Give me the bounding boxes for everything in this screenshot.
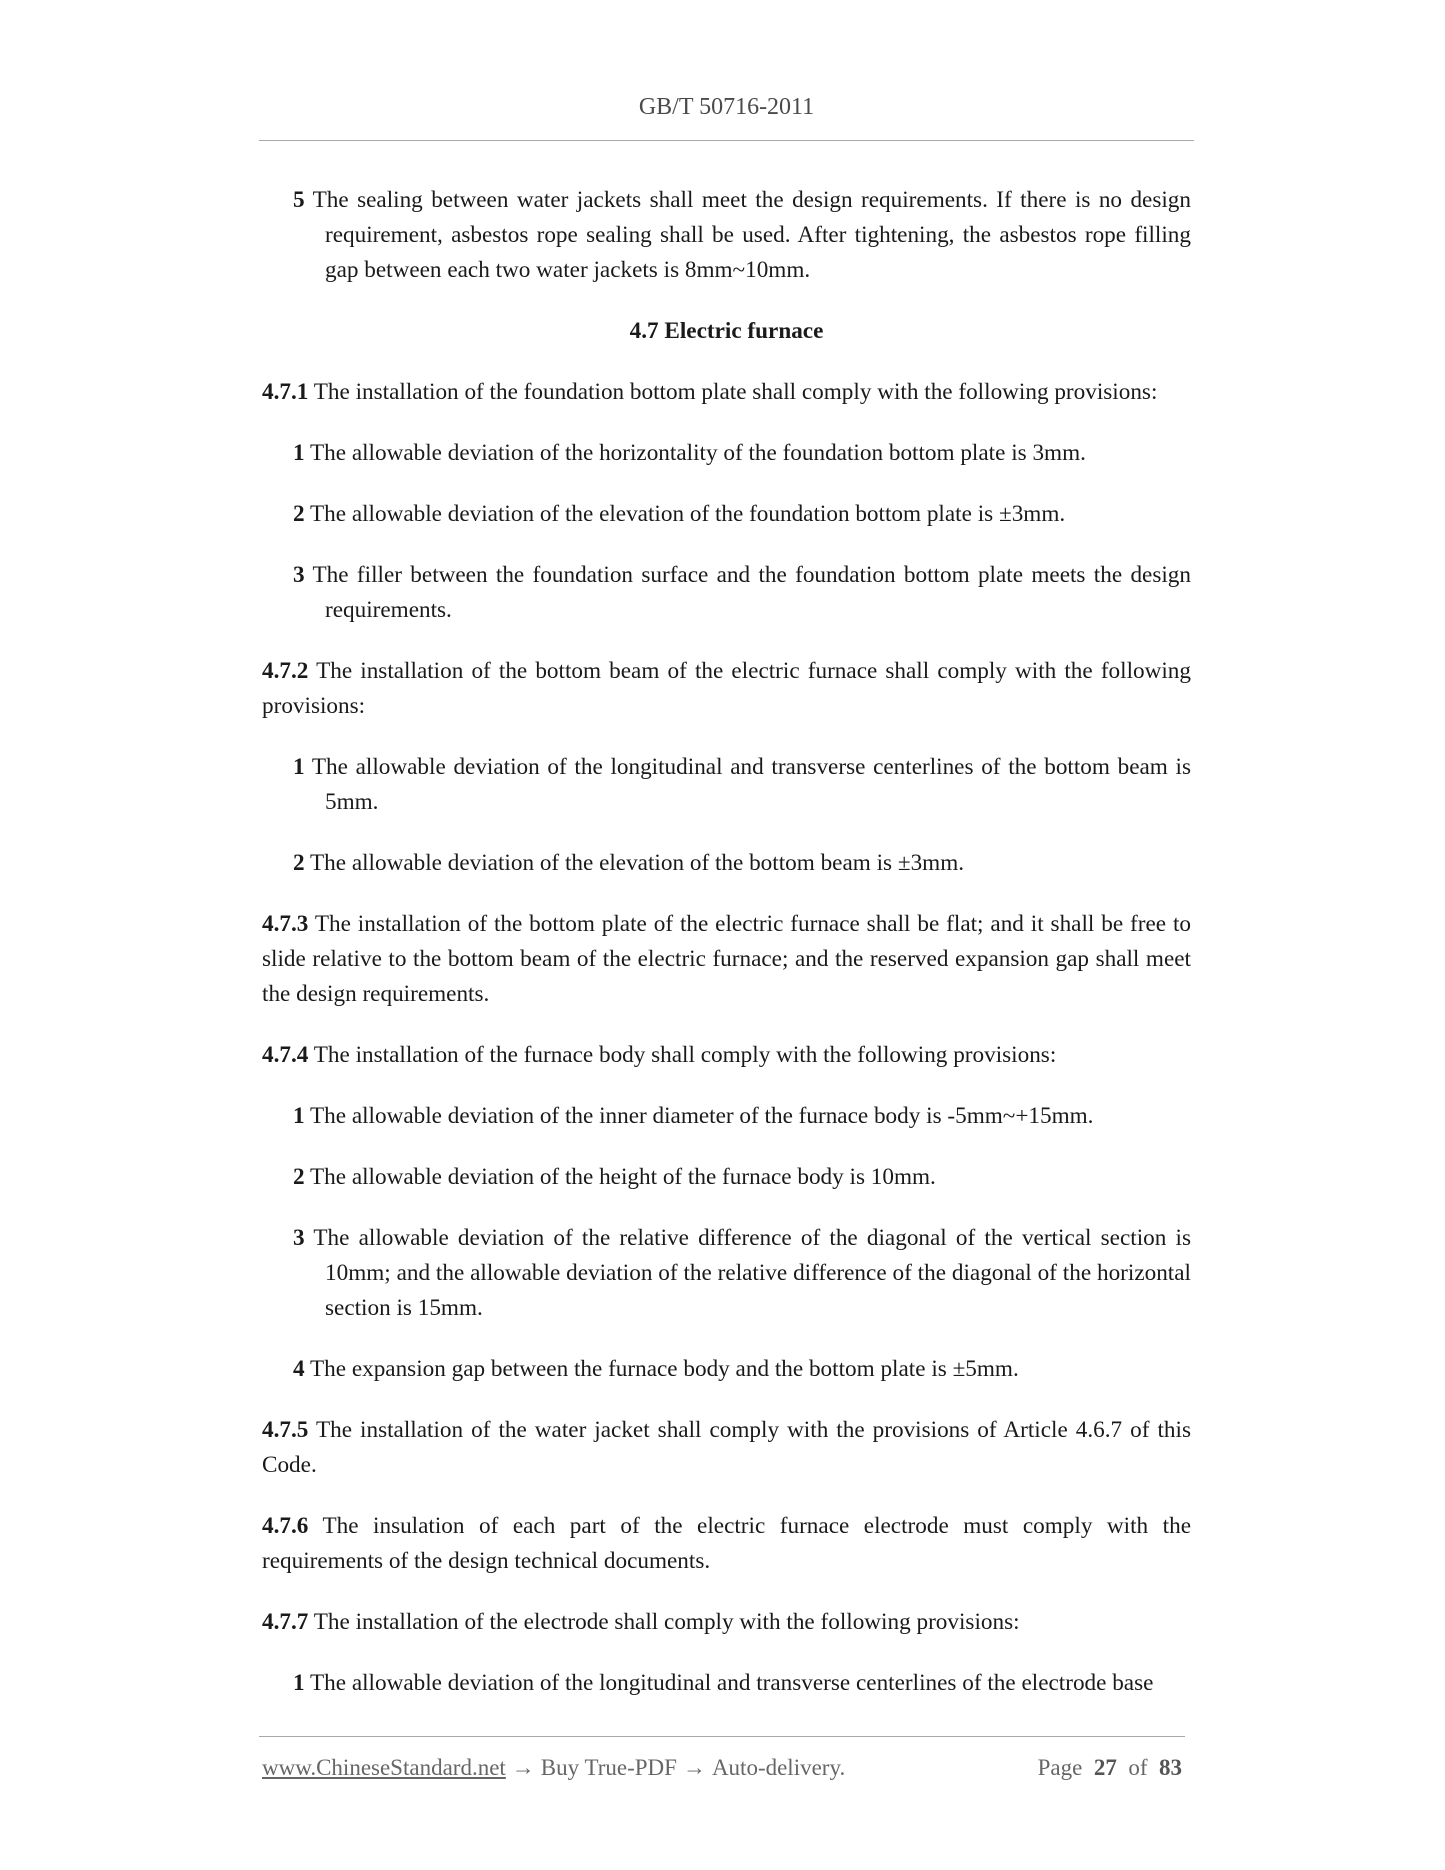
clause-number: 4.7.5 bbox=[262, 1417, 309, 1443]
page-label: Page bbox=[1037, 1755, 1083, 1780]
auto-delivery-text: Auto-delivery. bbox=[711, 1755, 846, 1780]
clause-text: The insulation of each part of the electric furnace electrode must comply with the requirements of the design technical documents. bbox=[262, 1513, 1191, 1574]
clause bbox=[262, 1605, 1191, 1640]
page-total: 83 bbox=[1159, 1755, 1182, 1780]
buy-pdf-text: Buy True-PDF bbox=[540, 1755, 677, 1780]
item-text: The allowable deviation of the elevation of the foundation bottom plate is ±3mm. bbox=[304, 501, 1066, 527]
site-link[interactable]: www.ChineseStandard.net bbox=[262, 1755, 506, 1780]
clause-text: The installation of the furnace body shall comply with the following provisions: bbox=[308, 1042, 1057, 1068]
clause-number: 4.7.1 bbox=[262, 379, 309, 405]
item-number: 2 bbox=[293, 501, 305, 527]
footer-promo bbox=[262, 1755, 845, 1781]
section-heading: 4.7 Electric furnace bbox=[629, 318, 824, 344]
item-text: The allowable deviation of the inner diameter of the furnace body is -5mm~+15mm. bbox=[304, 1103, 1094, 1129]
item-text: The allowable deviation of the longitudinal and transverse centerlines of the bottom beam is 5mm. bbox=[304, 754, 1191, 815]
list-item bbox=[262, 436, 1191, 471]
of-label: of bbox=[1128, 1755, 1148, 1780]
clause bbox=[262, 654, 1191, 724]
item-number: 5 bbox=[293, 187, 305, 213]
list-item bbox=[262, 1160, 1191, 1195]
clause bbox=[262, 1509, 1191, 1579]
item-number: 3 bbox=[293, 1225, 305, 1251]
clause bbox=[262, 1038, 1191, 1073]
clause-text: The installation of the water jacket shall comply with the provisions of Article 4.6.7 of this Code. bbox=[262, 1417, 1191, 1478]
clause-number: 4.7.4 bbox=[262, 1042, 309, 1068]
item-text: The expansion gap between the furnace body and the bottom plate is ±5mm. bbox=[304, 1356, 1019, 1382]
item-number: 1 bbox=[293, 1103, 305, 1129]
clause-number: 4.7.6 bbox=[262, 1513, 309, 1539]
list-item bbox=[262, 1099, 1191, 1134]
item-text: The sealing between water jackets shall meet the design requirements. If there is no design requirement, asbestos rope sealing shall be used. After tightening, the asbestos rope filling gap between each two water jackets is 8mm~10mm. bbox=[304, 187, 1191, 283]
page-number: 27 bbox=[1093, 1755, 1117, 1780]
item-number: 1 bbox=[293, 440, 305, 466]
clause-text: The installation of the bottom plate of the electric furnace shall be flat; and it shall be free to slide relative to the bottom beam of the electric furnace; and the reserved expansion gap shall meet the design requirements. bbox=[262, 911, 1191, 1007]
item-text: The allowable deviation of the height of the furnace body is 10mm. bbox=[304, 1164, 936, 1190]
item-number: 1 bbox=[293, 754, 305, 780]
clause-text: The installation of the bottom beam of the electric furnace shall comply with the following provisions: bbox=[262, 658, 1191, 719]
clause bbox=[262, 375, 1191, 410]
clause-number: 4.7.7 bbox=[262, 1609, 309, 1635]
item-text: The filler between the foundation surface and the foundation bottom plate meets the design requirements. bbox=[304, 562, 1191, 623]
item-text: The allowable deviation of the relative difference of the diagonal of the vertical section is 10mm; and the allowable deviation of the relative difference of the diagonal of the horizontal section is 15mm. bbox=[304, 1225, 1191, 1321]
clause bbox=[262, 1413, 1191, 1483]
list-item bbox=[262, 1352, 1191, 1387]
item-text: The allowable deviation of the longitudinal and transverse centerlines of the electrode base bbox=[304, 1670, 1154, 1696]
clause-number: 4.7.3 bbox=[262, 911, 309, 937]
document-id-header: GB/T 50716-2011 bbox=[638, 94, 815, 120]
item-text: The allowable deviation of the elevation of the bottom beam is ±3mm. bbox=[304, 850, 965, 876]
header-divider bbox=[259, 140, 1194, 141]
clause-text: The installation of the electrode shall comply with the following provisions: bbox=[308, 1609, 1020, 1635]
item-number: 3 bbox=[293, 562, 305, 588]
item-number: 1 bbox=[293, 1670, 305, 1696]
page-indicator bbox=[1038, 1755, 1182, 1781]
arrow-right-icon: → bbox=[511, 1755, 535, 1780]
list-item bbox=[262, 846, 1191, 881]
item-number: 4 bbox=[293, 1356, 305, 1382]
list-item bbox=[262, 1221, 1191, 1326]
item-number: 2 bbox=[293, 850, 305, 876]
item-text: The allowable deviation of the horizontality of the foundation bottom plate is 3mm. bbox=[304, 440, 1086, 466]
list-item bbox=[262, 558, 1191, 628]
clause-text: The installation of the foundation bottom plate shall comply with the following provisions: bbox=[308, 379, 1158, 405]
list-item bbox=[262, 497, 1191, 532]
clause-number: 4.7.2 bbox=[262, 658, 309, 684]
list-item bbox=[262, 1666, 1191, 1701]
arrow-right-icon: → bbox=[682, 1755, 706, 1780]
footer-divider bbox=[259, 1736, 1185, 1737]
list-item bbox=[262, 183, 1191, 288]
list-item bbox=[262, 750, 1191, 820]
clause bbox=[262, 907, 1191, 1012]
page-body bbox=[262, 183, 1191, 1727]
item-number: 2 bbox=[293, 1164, 305, 1190]
